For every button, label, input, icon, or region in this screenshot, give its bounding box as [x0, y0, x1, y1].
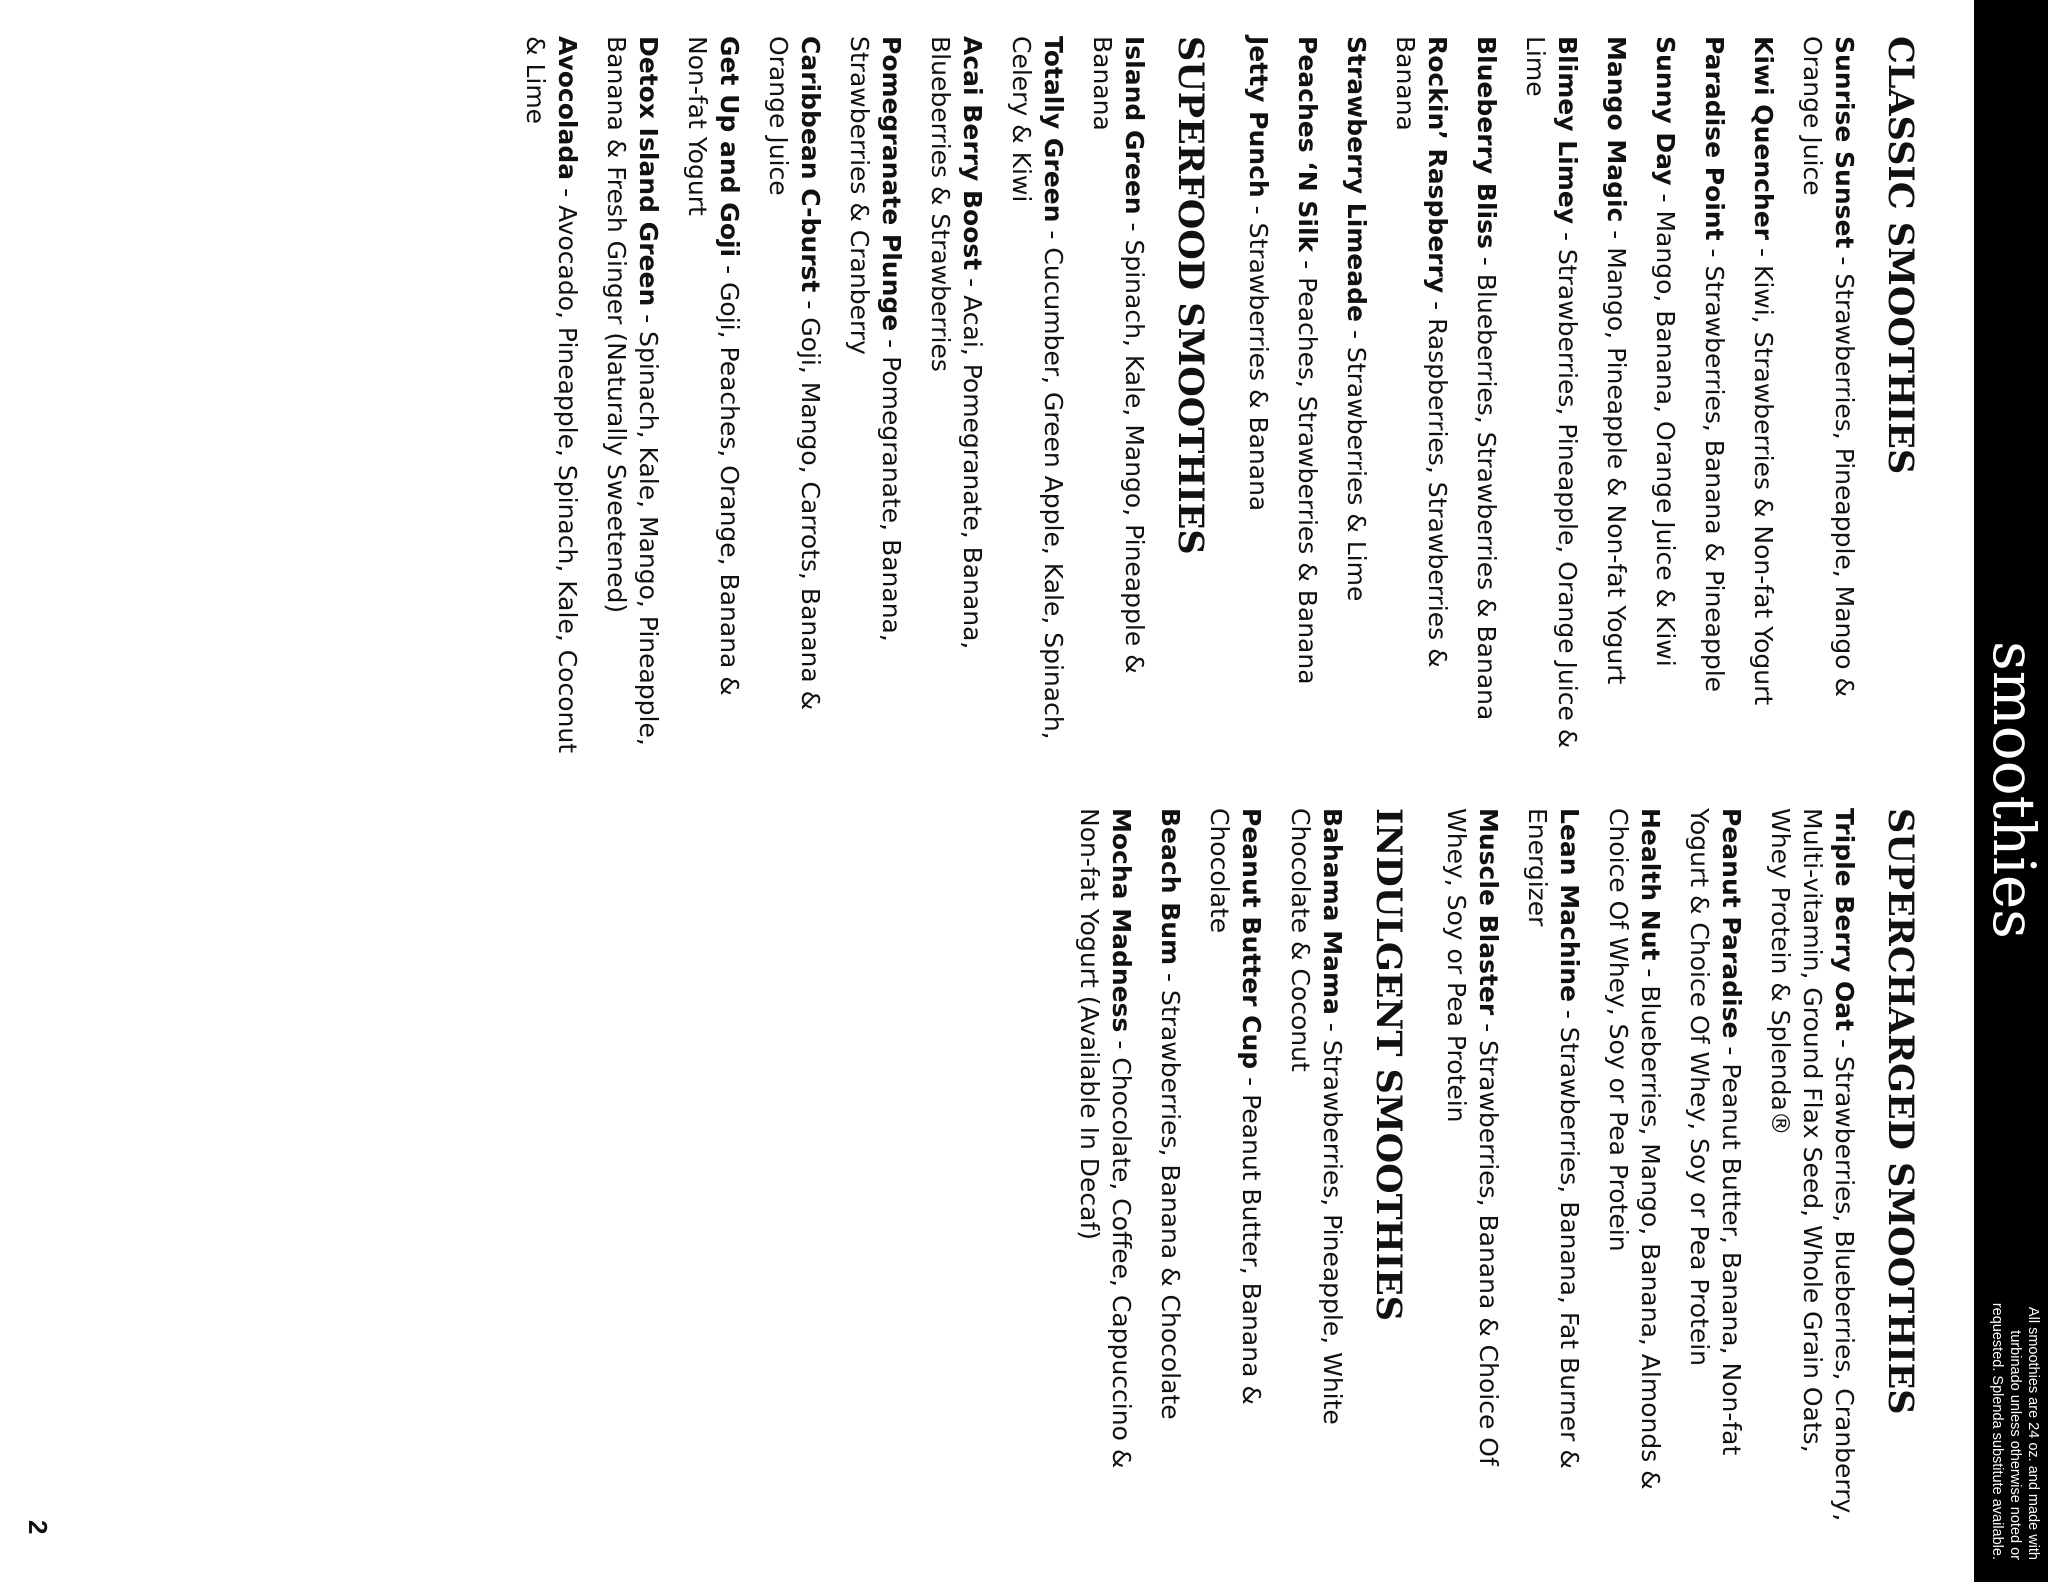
- menu-item: Get Up and Goji - Goji, Peaches, Orange, Banana & Non-fat Yogurt: [683, 36, 744, 696]
- menu-item: Peanut Butter Cup - Peanut Butter, Banana & Chocolate: [1205, 808, 1266, 1405]
- menu-item: Triple Berry Oat - Strawberries, Blueberries, Cranberry, Multi-vitamin, Ground Flax Seed, Whole Grain Oats, Whey Protein & Splenda®: [1766, 808, 1859, 1522]
- item-description: Peaches, Strawberries & Banana: [1293, 277, 1322, 685]
- item-name: Kiwi Quencher: [1749, 36, 1778, 241]
- item-name: Totally Green: [1039, 36, 1068, 223]
- menu-item: Peaches ‘N Silk - Peaches, Strawberries & Banana: [1293, 36, 1322, 685]
- item-name: Get Up and Goji: [715, 36, 744, 258]
- menu-item: Health Nut - Blueberries, Mango, Banana, Almonds & Choice Of Whey, Soy or Pea Protein: [1604, 808, 1665, 1490]
- item-name: Strawberry Limeade: [1342, 36, 1371, 322]
- menu-item: Caribbean C-burst - Goji, Mango, Carrots, Banana & Orange Juice: [764, 36, 825, 711]
- item-description: Cucumber, Green Apple, Kale, Spinach, Celery & Kiwi: [1007, 36, 1068, 740]
- menu-item: Detox Island Green - Spinach, Kale, Mango, Pineapple, Banana & Fresh Ginger (Naturally Sweetened): [602, 36, 663, 746]
- superfood-smoothies-list: [519, 36, 1150, 756]
- item-name: Peanut Butter Cup: [1237, 808, 1266, 1070]
- item-name: Caribbean C-burst: [796, 36, 825, 293]
- header-banner: [1974, 0, 2048, 1582]
- item-name: Island Green: [1120, 36, 1149, 215]
- menu-item: Mocha Madness - Chocolate, Coffee, Cappuccino & Non-fat Yogurt (Available In Decaf): [1075, 808, 1136, 1469]
- item-description: Strawberries, Banana, Fat Burner & Energizer: [1523, 808, 1584, 1469]
- indulgent-smoothies-list: [1073, 808, 1348, 1528]
- item-description: Strawberries, Banana & Chocolate: [1156, 990, 1185, 1420]
- item-description: Acai, Pomegranate, Banana, Blueberries & Strawberries: [926, 36, 987, 650]
- item-name: Blimey Limey: [1553, 36, 1582, 225]
- item-description: Strawberries, Banana & Choice Of Whey, Soy or Pea Protein: [1442, 808, 1503, 1466]
- item-name: Mocha Madness: [1107, 808, 1136, 1033]
- item-description: Strawberries, Pineapple, Mango & Orange Juice: [1798, 36, 1859, 698]
- section-title: CLASSIC SMOOTHIES: [1880, 36, 1921, 475]
- item-description: Strawberries & Lime: [1342, 346, 1371, 602]
- item-name: Peaches ‘N Silk: [1293, 36, 1322, 253]
- menu-item: Mango Magic - Mango, Pineapple & Non-fat Yogurt: [1602, 36, 1631, 685]
- item-description: Mango, Pineapple & Non-fat Yogurt: [1602, 247, 1631, 685]
- item-name: Beach Bum: [1156, 808, 1185, 966]
- item-name: Blueberry Bliss: [1472, 36, 1501, 249]
- item-description: Spinach, Kale, Mango, Pineapple, Banana & Fresh Ginger (Naturally Sweetened): [602, 36, 663, 746]
- header-note: All smoothies are 24 oz. and made with turbinado unless otherwise noted or requested. Splenda substitute available.: [1989, 1302, 2041, 1560]
- classic-smoothies-list: [1242, 36, 1860, 756]
- item-name: Mango Magic: [1602, 36, 1631, 223]
- supercharged-smoothies-list: [1440, 808, 1860, 1528]
- menu-item: Beach Bum - Strawberries, Banana & Chocolate: [1156, 808, 1185, 1420]
- menu-item: Bahama Mama - Strawberries, Pineapple, White Chocolate & Coconut: [1286, 808, 1347, 1425]
- item-name: Detox Island Green: [634, 36, 663, 307]
- right-column: [1056, 808, 1920, 1528]
- page-title: smoothies: [1980, 641, 2048, 939]
- item-name: Paradise Point: [1700, 36, 1729, 241]
- section-title: SUPERFOOD SMOOTHIES: [1170, 36, 1211, 555]
- menu-item: Paradise Point - Strawberries, Banana & Pineapple: [1700, 36, 1729, 693]
- menu-item: Kiwi Quencher - Kiwi, Strawberries & Non-fat Yogurt: [1749, 36, 1778, 706]
- menu-item: Jetty Punch - Strawberries & Banana: [1244, 36, 1273, 512]
- menu-item: Blueberry Bliss - Blueberries, Strawberries & Banana: [1472, 36, 1501, 721]
- menu-item: Blimey Limey - Strawberries, Pineapple, Orange Juice & Lime: [1521, 36, 1582, 749]
- item-description: Chocolate, Coffee, Cappuccino & Non-fat Yogurt (Available In Decaf): [1075, 808, 1136, 1469]
- item-description: Peanut Butter, Banana, Non-fat Yogurt & Choice Of Whey, Soy or Pea Protein: [1685, 808, 1746, 1456]
- menu-item: Sunny Day - Mango, Banana, Orange Juice & Kiwi: [1651, 36, 1680, 667]
- menu-item: Rockin’ Raspberry - Raspberries, Strawberries & Banana: [1391, 36, 1452, 668]
- menu-item: Acai Berry Boost - Acai, Pomegranate, Banana, Blueberries & Strawberries: [926, 36, 987, 650]
- item-name: Muscle Blaster: [1474, 808, 1503, 1016]
- item-description: Avocado, Pineapple, Spinach, Kale, Coconut & Lime: [521, 36, 582, 753]
- menu-item: Pomegranate Plunge - Pomegranate, Banana, Strawberries & Cranberry: [845, 36, 906, 642]
- item-description: Strawberries, Pineapple, Orange Juice & Lime: [1521, 36, 1582, 749]
- item-description: Spinach, Kale, Mango, Pineapple & Banana: [1088, 36, 1149, 674]
- item-description: Peanut Butter, Banana & Chocolate: [1205, 808, 1266, 1405]
- item-name: Avocolada: [553, 36, 582, 181]
- item-description: Goji, Peaches, Orange, Banana & Non-fat Yogurt: [683, 36, 744, 696]
- item-description: Blueberries, Mango, Banana, Almonds & Choice Of Whey, Soy or Pea Protein: [1604, 808, 1665, 1490]
- item-name: Lean Machine: [1555, 808, 1584, 1002]
- item-name: Sunrise Sunset: [1830, 36, 1859, 249]
- item-name: Pomegranate Plunge: [877, 36, 906, 332]
- item-name: Rockin’ Raspberry: [1423, 36, 1452, 294]
- item-description: Strawberries, Blueberries, Cranberry, Multi-vitamin, Ground Flax Seed, Whole Grain Oats, Whey Protein & Splenda®: [1766, 808, 1859, 1522]
- item-name: Jetty Punch: [1244, 36, 1273, 198]
- item-description: Mango, Banana, Orange Juice & Kiwi: [1651, 210, 1680, 667]
- item-name: Health Nut: [1636, 808, 1665, 961]
- item-name: Bahama Mama: [1318, 808, 1347, 1015]
- section-title: INDULGENT SMOOTHIES: [1368, 808, 1409, 1322]
- item-description: Pomegranate, Banana, Strawberries & Cranberry: [845, 36, 906, 642]
- menu-item: Sunrise Sunset - Strawberries, Pineapple, Mango & Orange Juice: [1798, 36, 1859, 698]
- item-name: Peanut Paradise: [1717, 808, 1746, 1039]
- menu-item: Avocolada - Avocado, Pineapple, Spinach, Kale, Coconut & Lime: [521, 36, 582, 753]
- item-name: Acai Berry Boost: [958, 36, 987, 271]
- item-description: Goji, Mango, Carrots, Banana & Orange Juice: [764, 36, 825, 711]
- item-description: Strawberries, Pineapple, White Chocolate & Coconut: [1286, 808, 1347, 1425]
- section-title: SUPERCHARGED SMOOTHIES: [1880, 808, 1921, 1415]
- menu-item: Muscle Blaster - Strawberries, Banana & Choice Of Whey, Soy or Pea Protein: [1442, 808, 1503, 1466]
- item-name: Triple Berry Oat: [1830, 808, 1859, 1032]
- item-description: Strawberries, Banana & Pineapple: [1700, 265, 1729, 693]
- menu-item: Island Green - Spinach, Kale, Mango, Pineapple & Banana: [1088, 36, 1149, 674]
- item-name: Sunny Day: [1651, 36, 1680, 186]
- menu-item: Strawberry Limeade - Strawberries & Lime: [1342, 36, 1371, 602]
- menu-item: Lean Machine - Strawberries, Banana, Fat Burner & Energizer: [1523, 808, 1584, 1469]
- left-column: [502, 36, 1920, 756]
- item-description: Kiwi, Strawberries & Non-fat Yogurt: [1749, 264, 1778, 706]
- menu-item: Totally Green - Cucumber, Green Apple, Kale, Spinach, Celery & Kiwi: [1007, 36, 1068, 740]
- item-description: Strawberries & Banana: [1244, 222, 1273, 512]
- item-description: Blueberries, Strawberries & Banana: [1472, 273, 1501, 721]
- menu-item: Peanut Paradise - Peanut Butter, Banana, Non-fat Yogurt & Choice Of Whey, Soy or Pea Protein: [1685, 808, 1746, 1456]
- page-number: 2: [23, 1520, 53, 1535]
- item-description: Raspberries, Strawberries & Banana: [1391, 36, 1452, 668]
